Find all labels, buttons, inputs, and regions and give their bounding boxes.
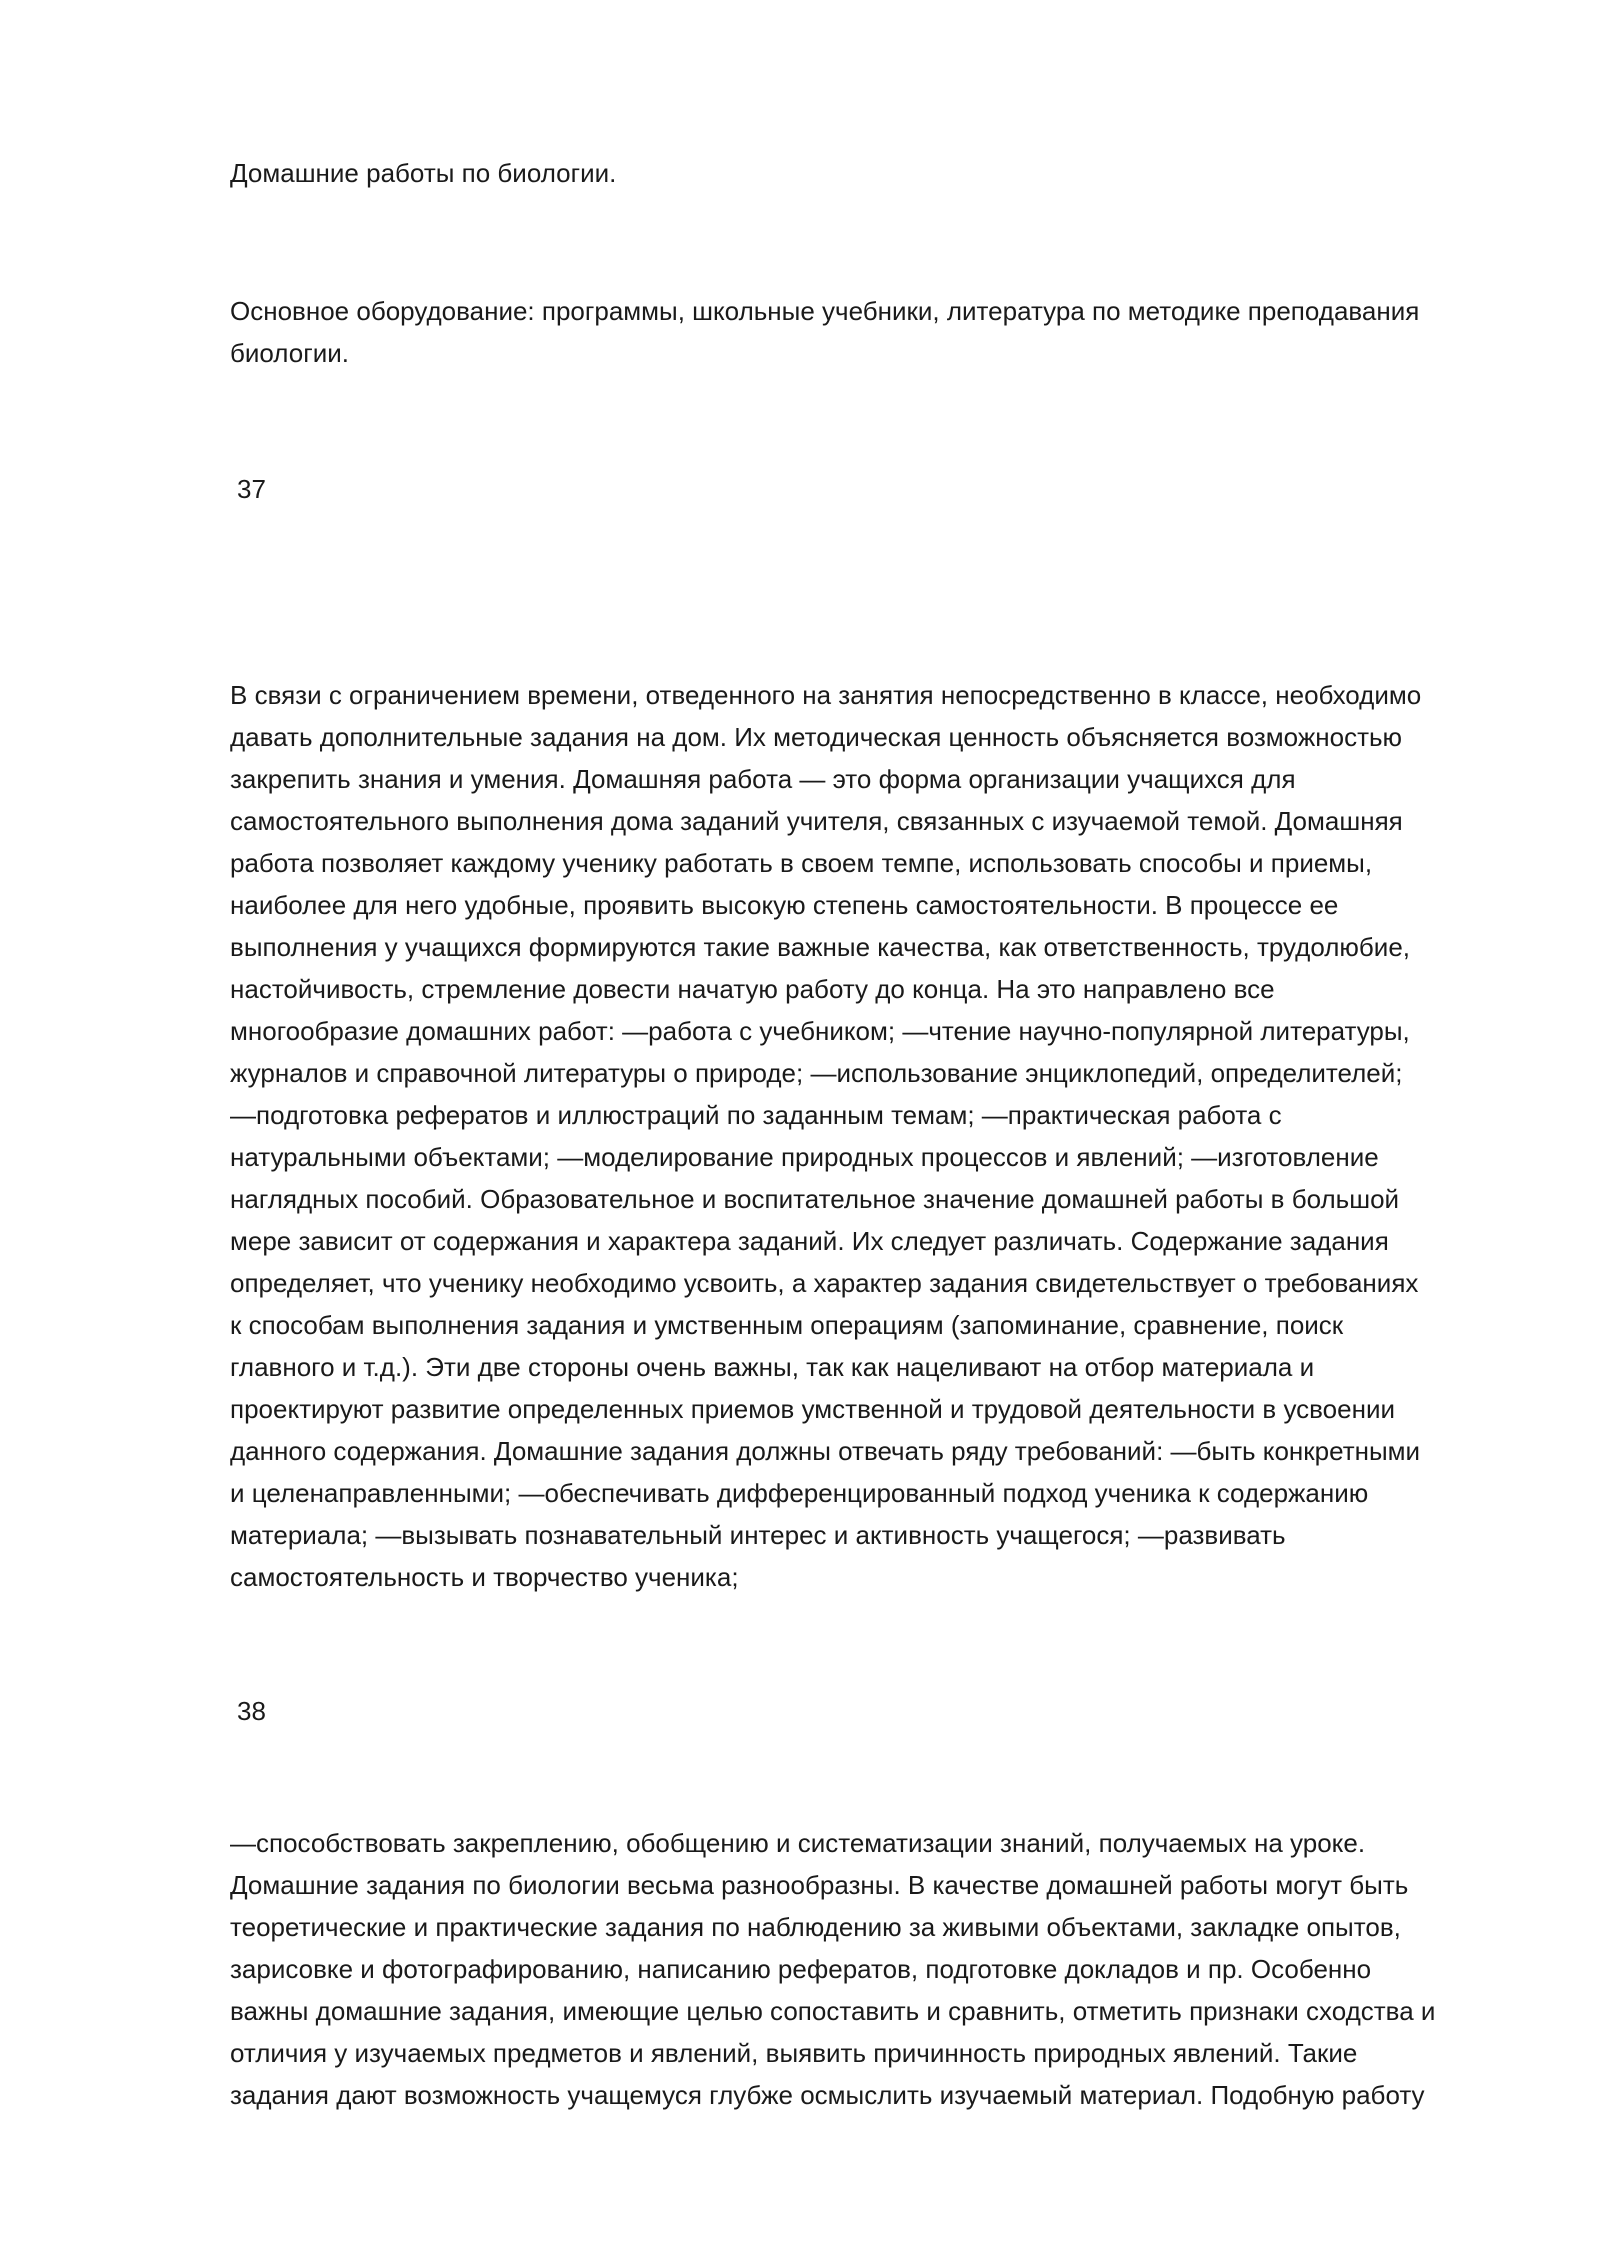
- paragraph-line: к способам выполнения задания и умственным операциям (запоминание, сравнение, поиск: [230, 1310, 1344, 1340]
- paragraph-line: работа позволяет каждому ученику работать в своем темпе, использовать способы и приемы,: [230, 848, 1373, 878]
- paragraph-line: отличия у изучаемых предметов и явлений, выявить причинность природных явлений. Такие: [230, 2038, 1358, 2068]
- equipment-line: Основное оборудование: программы, школьные учебники, литература по методике преподавания: [230, 296, 1420, 326]
- document-heading: [230, 152, 1505, 194]
- heading-text: Домашние работы по биологии.: [230, 158, 617, 188]
- page-number: 38: [237, 1696, 266, 1726]
- paragraph-line: мере зависит от содержания и характера заданий. Их следует различать. Содержание задания: [230, 1226, 1389, 1256]
- paragraph-line: журналов и справочной литературы о природе; —использование энциклопедий, определителей;: [230, 1058, 1403, 1088]
- paragraph-line: важны домашние задания, имеющие целью сопоставить и сравнить, отметить признаки сходства и: [230, 1996, 1436, 2026]
- paragraph-line: В связи с ограничением времени, отведенного на занятия непосредственно в классе, необходимо: [230, 680, 1422, 710]
- paragraph-line: натуральными объектами; —моделирование природных процессов и явлений; —изготовление: [230, 1142, 1379, 1172]
- continued-paragraph: [230, 1822, 1505, 2116]
- paragraph-line: многообразие домашних работ: —работа с учебником; —чтение научно-популярной литературы,: [230, 1016, 1410, 1046]
- paragraph-line: самостоятельность и творчество ученика;: [230, 1562, 739, 1592]
- paragraph-line: самостоятельного выполнения дома заданий учителя, связанных с изучаемой темой. Домашняя: [230, 806, 1403, 836]
- equipment-line: биологии.: [230, 338, 349, 368]
- paragraph-line: —способствовать закреплению, обобщению и систематизации знаний, получаемых на уроке.: [230, 1828, 1366, 1858]
- paragraph-line: выполнения у учащихся формируются такие важные качества, как ответственность, трудолюбие,: [230, 932, 1411, 962]
- paragraph-line: давать дополнительные задания на дом. Их методическая ценность объясняется возможностью: [230, 722, 1403, 752]
- paragraph-line: задания дают возможность учащемуся глубже осмыслить изучаемый материал. Подобную работу: [230, 2080, 1425, 2110]
- paragraph-line: данного содержания. Домашние задания должны отвечать ряду требований: —быть конкретными: [230, 1436, 1421, 1466]
- paragraph-line: настойчивость, стремление довести начатую работу до конца. На это направлено все: [230, 974, 1275, 1004]
- paragraph-line: проектируют развитие определенных приемов умственной и трудовой деятельности в усвоении: [230, 1394, 1396, 1424]
- paragraph-line: материала; —вызывать познавательный интерес и активность учащегося; —развивать: [230, 1520, 1286, 1550]
- paragraph-line: наглядных пособий. Образовательное и воспитательное значение домашней работы в большой: [230, 1184, 1400, 1214]
- paragraph-line: главного и т.д.). Эти две стороны очень важны, так как нацеливают на отбор материала и: [230, 1352, 1315, 1382]
- paragraph-line: закрепить знания и умения. Домашняя работа — это форма организации учащихся для: [230, 764, 1296, 794]
- paragraph-line: Домашние задания по биологии весьма разнообразны. В качестве домашней работы могут быть: [230, 1870, 1409, 1900]
- paragraph-line: и целенаправленными; —обеспечивать дифференцированный подход ученика к содержанию: [230, 1478, 1369, 1508]
- paragraph-line: —подготовка рефератов и иллюстраций по заданным темам; —практическая работа с: [230, 1100, 1282, 1130]
- main-paragraph: [230, 674, 1505, 1598]
- equipment-paragraph: [230, 290, 1505, 374]
- paragraph-line: зарисовке и фотографированию, написанию рефератов, подготовке докладов и пр. Особенно: [230, 1954, 1372, 1984]
- paragraph-line: определяет, что ученику необходимо усвоить, а характер задания свидетельствует о требованиях: [230, 1268, 1419, 1298]
- page-number: 37: [237, 474, 266, 504]
- paragraph-line: теоретические и практические задания по наблюдению за живыми объектами, закладке опытов,: [230, 1912, 1401, 1942]
- paragraph-line: наиболее для него удобные, проявить высокую степень самостоятельности. В процессе ее: [230, 890, 1339, 920]
